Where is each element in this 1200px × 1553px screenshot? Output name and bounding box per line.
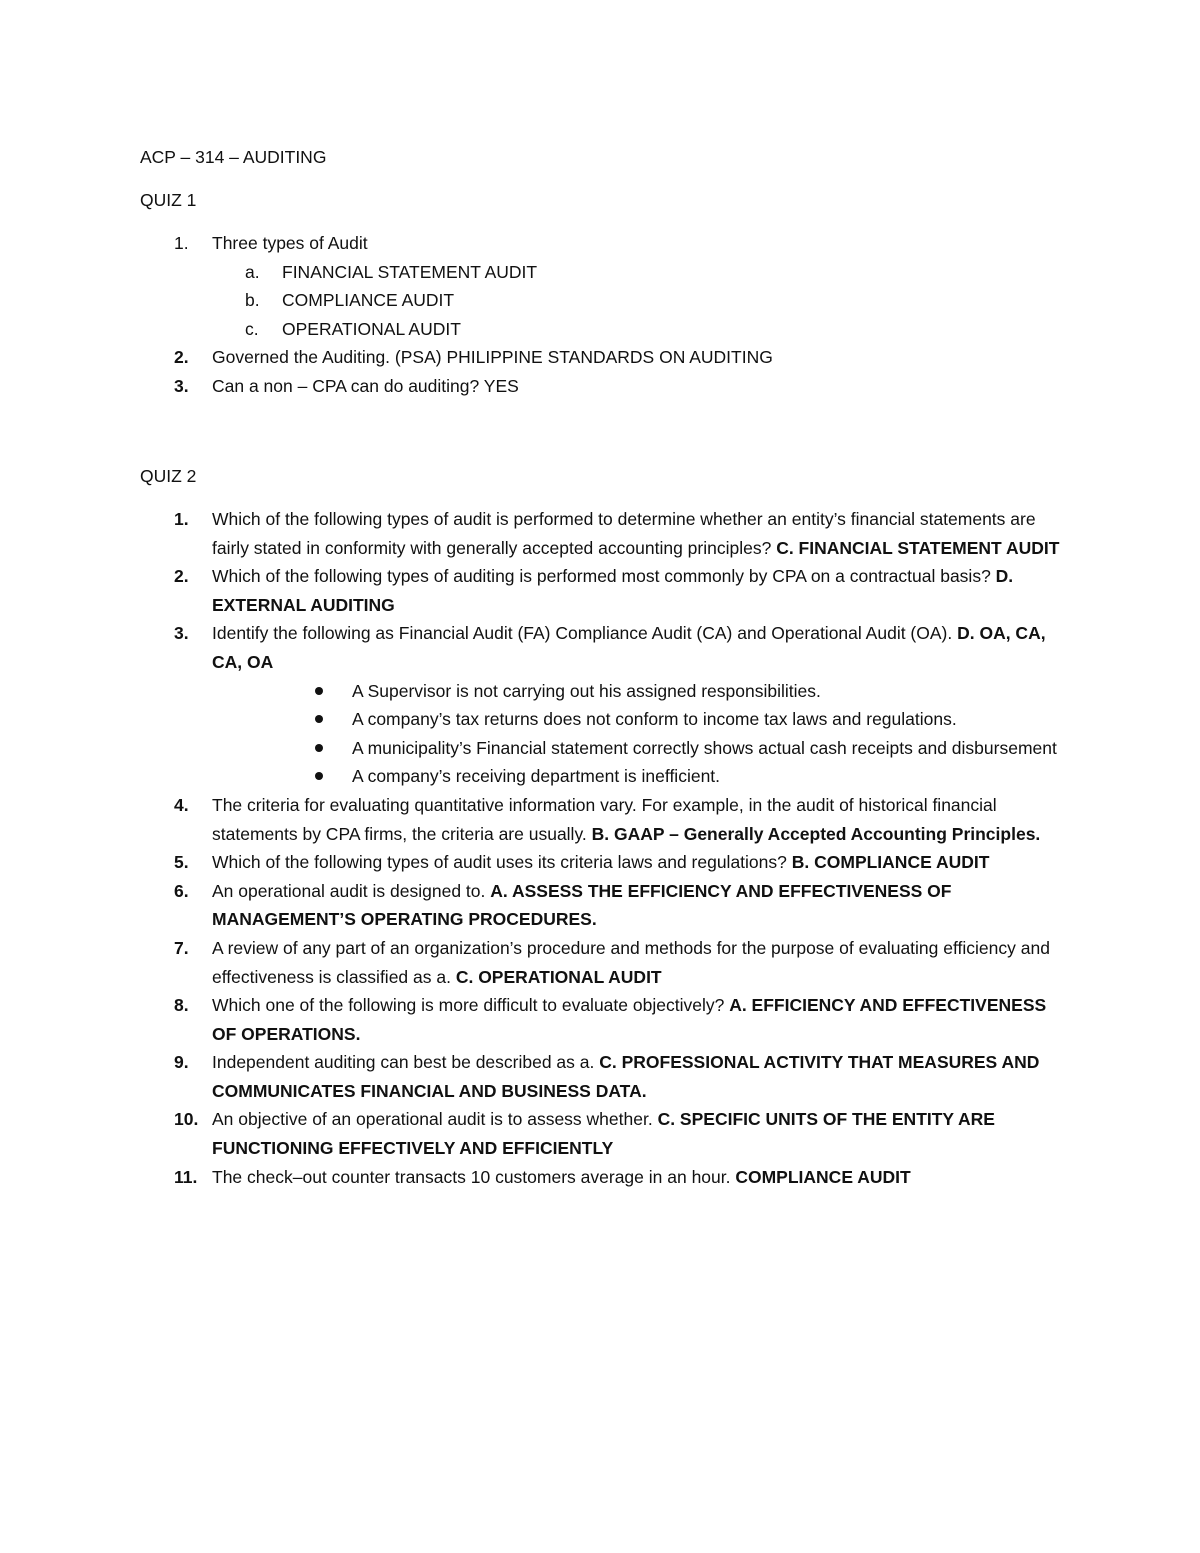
- quiz1-subitem: [140, 258, 1060, 287]
- question-text: Which of the following types of audit uses its criteria laws and regulations?: [212, 852, 792, 873]
- question-text: The check–out counter transacts 10 customers average in an hour.: [212, 1166, 736, 1187]
- quiz2-item: [140, 505, 1060, 562]
- quiz1-subitem: [140, 286, 1060, 315]
- quiz2-item: [140, 1048, 1060, 1105]
- question-text: An operational audit is designed to.: [212, 880, 491, 901]
- quiz1-item: [140, 372, 1060, 401]
- item-number: 1.: [174, 509, 189, 529]
- quiz2-item: [140, 791, 1060, 848]
- answer-text: B. COMPLIANCE AUDIT: [791, 852, 990, 873]
- item-number: 3.: [174, 623, 189, 644]
- quiz2-list: [140, 505, 1060, 1191]
- bullet-text: A company’s tax returns does not conform to income tax laws and regulations.: [352, 709, 957, 730]
- bullet-item: [140, 677, 1060, 706]
- item-text: Three types of Audit: [212, 233, 368, 253]
- answer-text: C. PROFESSIONAL ACTIVITY THAT MEASURES AND COMMUNICATES FINANCIAL AND BUSINESS DATA.: [212, 1052, 1040, 1101]
- quiz1-item: [140, 343, 1060, 372]
- bullet-text: A Supervisor is not carrying out his assigned responsibilities.: [352, 680, 821, 701]
- question-text: An objective of an operational audit is to assess whether.: [212, 1109, 658, 1130]
- bullet-icon: [315, 687, 323, 695]
- item-number: 2.: [174, 347, 189, 368]
- bullet-item: [140, 705, 1060, 734]
- bullet-text: A company’s receiving department is inefficient.: [352, 766, 721, 787]
- answer-text: D. OA, CA, CA, OA: [212, 623, 1046, 672]
- answer-text: A. EFFICIENCY AND EFFECTIVENESS OF OPERATIONS.: [212, 995, 1047, 1044]
- answer-text: C. SPECIFIC UNITS OF THE ENTITY ARE FUNCTIONING EFFECTIVELY AND EFFICIENTLY: [212, 1109, 995, 1159]
- course-title: ACP – 314 – AUDITING: [140, 147, 327, 167]
- quiz2-title: QUIZ 2: [140, 466, 197, 486]
- item-number: 6.: [174, 880, 189, 901]
- bullet-icon: [315, 744, 323, 752]
- subitem-text: FINANCIAL STATEMENT AUDIT: [282, 261, 538, 282]
- question-text: Identify the following as Financial Audit (FA) Compliance Audit (CA) and Operational Audit (OA).: [212, 623, 958, 644]
- quiz2-item: [140, 877, 1060, 934]
- quiz2-item: [140, 1105, 1060, 1162]
- question-text: The criteria for evaluating quantitative information vary. For example, in the audit of historical financial statements by CPA firms, the criteria are usually.: [212, 794, 997, 844]
- question-text: Which one of the following is more difficult to evaluate objectively?: [212, 995, 730, 1016]
- item-number: 9.: [174, 1052, 189, 1073]
- subitem-letter: b.: [245, 290, 260, 311]
- quiz2-item: [140, 934, 1060, 991]
- quiz1-list: [140, 229, 1060, 401]
- subitem-letter: a.: [245, 261, 260, 282]
- answer-text: B. GAAP – Generally Accepted Accounting Principles.: [591, 823, 1041, 844]
- bullet-icon: [315, 772, 323, 780]
- item-number: 1.: [174, 233, 189, 253]
- answer-text: C. OPERATIONAL AUDIT: [455, 966, 662, 987]
- bullet-icon: [315, 715, 323, 723]
- quiz2-item: [140, 619, 1060, 676]
- answer-text: C. FINANCIAL STATEMENT AUDIT: [776, 537, 1060, 558]
- subitem-text: COMPLIANCE AUDIT: [282, 290, 455, 311]
- subitem-text: OPERATIONAL AUDIT: [282, 318, 461, 339]
- quiz2-item: [140, 562, 1060, 619]
- item-text: Can a non – CPA can do auditing? YES: [212, 375, 519, 396]
- item-number: 3.: [174, 375, 189, 396]
- question-text: A review of any part of an organization’s procedure and methods for the purpose of evaluating efficiency and effectiveness is classified as a.: [212, 937, 1050, 987]
- quiz2-item: [140, 1163, 1060, 1192]
- item-number: 7.: [174, 937, 189, 958]
- item-number: 10.: [174, 1109, 199, 1130]
- quiz2-item: [140, 991, 1060, 1048]
- item-number: 11.: [174, 1166, 198, 1187]
- quiz1-subitem: [140, 315, 1060, 344]
- answer-text: D. EXTERNAL AUDITING: [212, 566, 1014, 615]
- subitem-letter: c.: [245, 318, 259, 339]
- bullet-text: A municipality’s Financial statement correctly shows actual cash receipts and disbursement: [352, 737, 1057, 758]
- question-text: Independent auditing can best be described as a.: [212, 1052, 600, 1073]
- question-text: Which of the following types of audit is performed to determine whether an entity’s financial statements are fairly stated in conformity with generally accepted accounting principles?: [212, 509, 1036, 558]
- quiz1-item: [140, 229, 1060, 258]
- item-number: 2.: [174, 566, 189, 587]
- quiz2-item: [140, 848, 1060, 877]
- answer-text: A. ASSESS THE EFFICIENCY AND EFFECTIVENESS OF MANAGEMENT’S OPERATING PROCEDURES.: [212, 880, 952, 930]
- bullet-item: [140, 734, 1060, 763]
- item-text: Governed the Auditing. (PSA) PHILIPPINE STANDARDS ON AUDITING: [212, 347, 773, 368]
- item-number: 8.: [174, 995, 189, 1016]
- bullet-item: [140, 762, 1060, 791]
- quiz1-title: QUIZ 1: [140, 190, 197, 210]
- item-number: 5.: [174, 852, 189, 873]
- item-number: 4.: [174, 794, 189, 815]
- answer-text: COMPLIANCE AUDIT: [735, 1166, 911, 1187]
- question-text: Which of the following types of auditing is performed most commonly by CPA on a contractual basis?: [212, 566, 996, 587]
